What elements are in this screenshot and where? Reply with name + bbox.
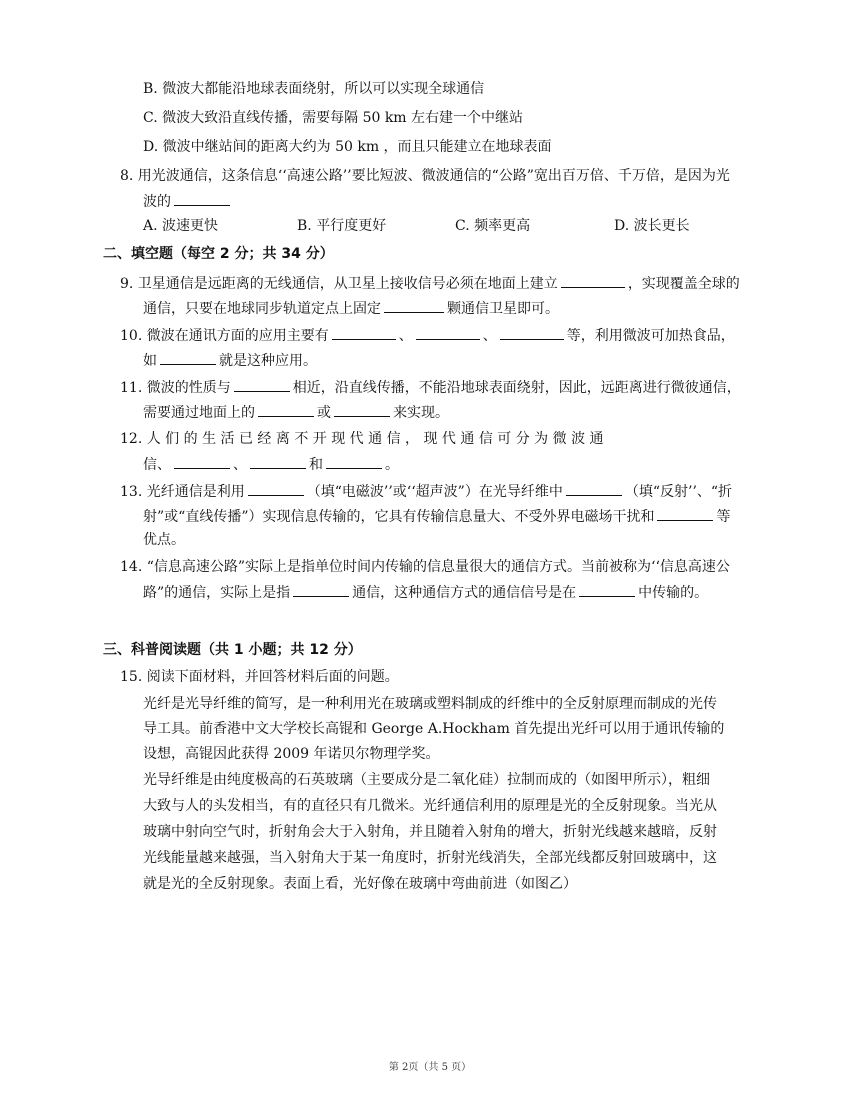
q11-text-b: 相近，沿直线传播，不能沿地球表面绕射，因此，远距离进行微彼通信，	[292, 380, 741, 396]
answer-blank	[561, 273, 625, 288]
q11-text-a: 11. 微波的性质与	[120, 380, 231, 396]
q15-para1-line3: 设想，高锟因此获得 2009 年诺贝尔物理学奖。	[143, 746, 440, 762]
q11-text-e: 来实现。	[393, 405, 449, 421]
q13-text-e: 等	[716, 509, 731, 525]
q12-line2	[143, 454, 399, 475]
answer-blank	[566, 481, 622, 496]
q9-line2	[143, 298, 559, 319]
q10-text-d: 就是这种应用。	[219, 353, 317, 369]
q15-para2-line4: 光线能量越来越强，当入射角大于某一角度时，折射光线消失，全部光线都反射回玻璃中，这	[143, 850, 717, 866]
q15-para2-line5: 就是光的全反射现象。表面上看，光好像在玻璃中弯曲前进（如图乙）	[143, 876, 577, 892]
answer-blank	[234, 377, 290, 392]
q15-para1-line2: 导工具。前香港中文大学校长高锟和 George A.Hockham 首先提出光纤可以用于通讯传输的	[143, 721, 725, 737]
answer-blank	[416, 325, 480, 340]
answer-blank	[160, 350, 216, 365]
q13-line1	[120, 481, 732, 502]
q10-line2	[143, 350, 317, 371]
q15-para1-line1: 光纤是光导纤维的简写，是一种利用光在玻璃或塑料制成的纤维中的全反射原理而制成的光传	[143, 696, 717, 712]
q13-text-b: （填“电磁波’’或‘‘超声波”）在光导纤维中	[306, 484, 563, 500]
q13-text-a: 13. 光纤通信是利用	[120, 484, 245, 500]
page-footer: 第 2页（共 5 页）	[388, 1062, 472, 1073]
section-heading-reading: 三、科普阅读题（共 1 小题；共 12 分）	[103, 642, 362, 658]
answer-blank	[250, 454, 306, 469]
q15-para2-line3: 玻璃中射向空气时，折射角会大于入射角，并且随着入射角的增大，折射光线越来越暗，反射	[143, 824, 717, 840]
q8-option-c: C. 频率更高	[455, 218, 531, 234]
q8-stem-line1: 8. 用光波通信，这条信息‘‘高速公路’’要比短波、微波通信的“公路”宽出百万倍、千万倍，是因为光	[120, 168, 730, 184]
q14-text-b: 通信，这种通信方式的通信信号是在	[352, 585, 577, 601]
q14-line2	[143, 582, 708, 603]
q11-text-c: 需要通过地面上的	[143, 405, 255, 421]
q10-text-c: 如	[143, 353, 157, 369]
q10-text-a: 10. 微波在通讯方面的应用主要有	[120, 328, 329, 344]
q14-text-c: 中传输的。	[638, 585, 709, 601]
q15-para2-line2: 大致与人的头发相当，有的直径只有几微米。光纤通信利用的原理是光的全反射现象。当光从	[143, 798, 717, 814]
q9-text-d: 颗通信卫星即可。	[447, 301, 559, 317]
q13-line2	[143, 506, 730, 527]
section-heading-fill-in: 二、填空题（每空 2 分；共 34 分）	[103, 246, 334, 262]
q8-stem-text: 波的	[143, 194, 171, 210]
answer-blank	[500, 325, 564, 340]
q15-intro: 15. 阅读下面材料，并回答材料后面的问题。	[120, 669, 399, 685]
q12-text-c: 和	[309, 457, 323, 473]
answer-blank	[258, 402, 314, 417]
q8-option-b: B. 平行度更好	[297, 218, 387, 234]
q10-sep-2: 、	[482, 328, 497, 344]
answer-blank	[248, 481, 304, 496]
q7-option-d: D. 微波中继站间的距离大约为 50 km ，而且只能建立在地球表面	[143, 139, 552, 155]
q8-stem-line2	[143, 191, 233, 212]
q10-text-b: 等，利用微波可加热食品，	[566, 328, 735, 344]
q13-line3: 优点。	[143, 532, 185, 548]
q12-text-a: 信、	[143, 457, 171, 473]
answer-blank	[384, 298, 444, 313]
q8-option-d: D. 波长更长	[614, 218, 690, 234]
q12-line1: 12. 人 们 的 生 活 已 经 离 不 开 现 代 通 信 ， 现 代 通 信 可 分 为 微 波 通	[120, 431, 604, 447]
answer-blank	[326, 454, 382, 469]
answer-blank	[174, 191, 230, 206]
answer-blank	[657, 506, 713, 521]
q8-option-a: A. 波速更快	[143, 218, 219, 234]
q11-line1	[120, 377, 741, 398]
q13-text-d: 射”或“直线传播”）实现信息传输的，它具有传输信息量大、不受外界电磁场干扰和	[143, 509, 655, 525]
q10-sep-1: 、	[398, 328, 413, 344]
answer-blank	[332, 325, 396, 340]
q7-option-b: B. 微波大都能沿地球表面绕射，所以可以实现全球通信	[143, 81, 485, 97]
q12-text-b: 、	[233, 457, 247, 473]
answer-blank	[334, 402, 390, 417]
q14-line1: 14. “信息高速公路”实际上是指单位时间内传输的信息量很大的通信方式。当前被称为‘‘信息高速公	[120, 559, 730, 575]
q9-text-c: 通信，只要在地球同步轨道定点上固定	[143, 301, 381, 317]
q15-para2-line1: 光导纤维是由纯度极高的石英玻璃（主要成分是二氧化硅）拉制而成的（如图甲所示），粗细	[143, 772, 710, 788]
answer-blank	[174, 454, 230, 469]
q9-text-a: 9. 卫星通信是远距离的无线通信，从卫星上接收信号必须在地面上建立	[120, 276, 558, 292]
q14-text-a: 路”的通信，实际上是指	[143, 585, 291, 601]
q12-text-d: 。	[385, 457, 399, 473]
q11-text-d: 或	[317, 405, 331, 421]
q9-line1	[120, 273, 740, 294]
answer-blank	[293, 582, 349, 597]
q11-line2	[143, 402, 449, 423]
q10-line1	[120, 325, 735, 346]
answer-blank	[579, 582, 635, 597]
q13-text-c: （填“反射’’、“折	[624, 484, 733, 500]
q9-text-b: ，实现覆盖全球的	[627, 276, 740, 292]
q7-option-c: C. 微波大致沿直线传播，需要每隔 50 km 左右建一个中继站	[143, 110, 524, 126]
